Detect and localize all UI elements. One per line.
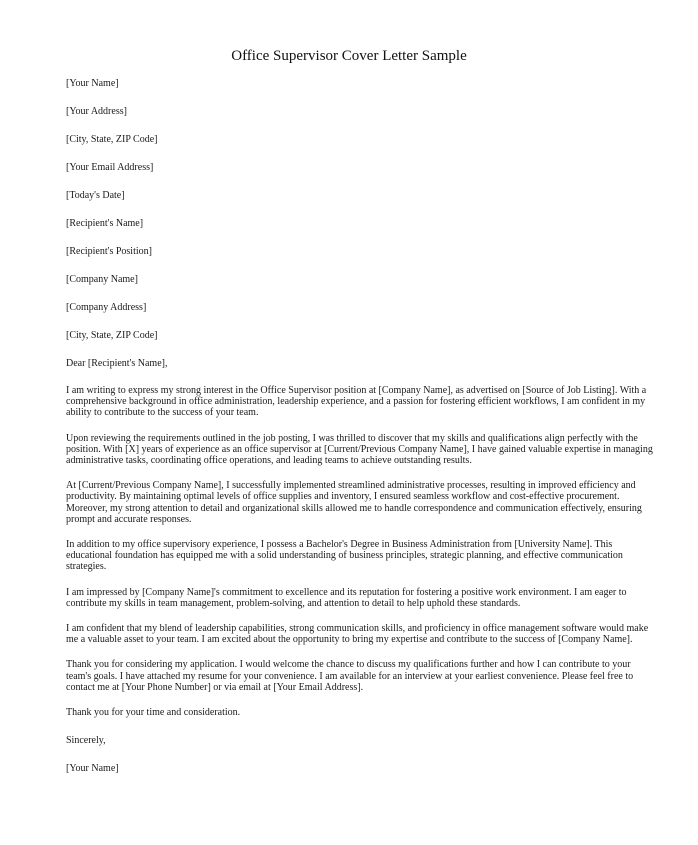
recipient-position: [Recipient's Position] <box>66 246 152 257</box>
recipient-company: [Company Name] <box>66 274 138 285</box>
body-paragraph-company-fit: I am impressed by [Company Name]'s commitment to excellence and its reputation for fostering a positive work environment. I am eager to contribute my skills in team management, problem-solving, and attention to detail to help uphold these standards. <box>66 586 627 609</box>
body-paragraph-value: I am confident that my blend of leadership capabilities, strong communication skills, and proficiency in office management software would make me a valuable asset to your team. I am excited about the opportunity to bring my expertise and contribute to the success of [Company Name]. <box>66 623 649 646</box>
body-paragraph-qualifications: Upon reviewing the requirements outlined in the job posting, I was thrilled to discover that my skills and qualifications align perfectly with the position. With [X] years of experience as an office supervisor at [Current/Previous Company Name], I have gained valuable expertise in managing administrative tasks, coordinating office operations, and leading teams to achieve outstanding results. <box>66 432 653 467</box>
sender-block <box>66 78 658 202</box>
thanks-line: Thank you for your time and consideration. <box>66 707 241 719</box>
sender-email: [Your Email Address] <box>66 162 154 173</box>
signature-name: [Your Name] <box>66 763 119 775</box>
body-paragraph-closing: Thank you for considering my application. I would welcome the chance to discuss my qualifications further and how I can contribute to your team's goals. I have attached my resume for your convenience. I am available for an interview at your earliest convenience. Please feel free to contact me at [Your Phone Number] or via email at [Your Email Address]. <box>66 659 634 693</box>
document-title: Office Supervisor Cover Letter Sample <box>231 48 467 64</box>
body-paragraph-intro: I am writing to express my strong interest in the Office Supervisor position at [Company Name], as advertised on [Source of Job Listing]. With a comprehensive background in office administration, leadership experience, and a passion for fostering efficient workflows, I am confident in my ability to contribute to the success of your team. <box>66 385 647 419</box>
recipient-city-state-zip: [City, State, ZIP Code] <box>66 330 158 341</box>
sender-name: [Your Name] <box>66 78 119 89</box>
letter-date: [Today's Date] <box>66 190 125 201</box>
sender-address: [Your Address] <box>66 106 127 117</box>
body-paragraph-achievements: At [Current/Previous Company Name], I successfully implemented streamlined administrative processes, resulting in improved efficiency and productivity. By maintaining optimal levels of office supplies and inventory, I ensured seamless workflow and cost-effective procurement. Moreover, my strong attention to detail and organizational skills allowed me to handle correspondence and communication effectively, ensuring prompt and accurate responses. <box>66 480 642 525</box>
salutation: Dear [Recipient's Name], <box>66 358 168 369</box>
recipient-block <box>66 218 658 342</box>
letter-body <box>66 385 658 693</box>
sender-city-state-zip: [City, State, ZIP Code] <box>66 134 158 145</box>
recipient-name: [Recipient's Name] <box>66 218 144 229</box>
body-paragraph-education: In addition to my office supervisory experience, I possess a Bachelor's Degree in Business Administration from [University Name]. This educational foundation has equipped me with a solid understanding of business principles, strategic planning, and effective communication strategies. <box>66 539 623 573</box>
signoff: Sincerely, <box>66 735 106 747</box>
recipient-company-address: [Company Address] <box>66 302 147 313</box>
